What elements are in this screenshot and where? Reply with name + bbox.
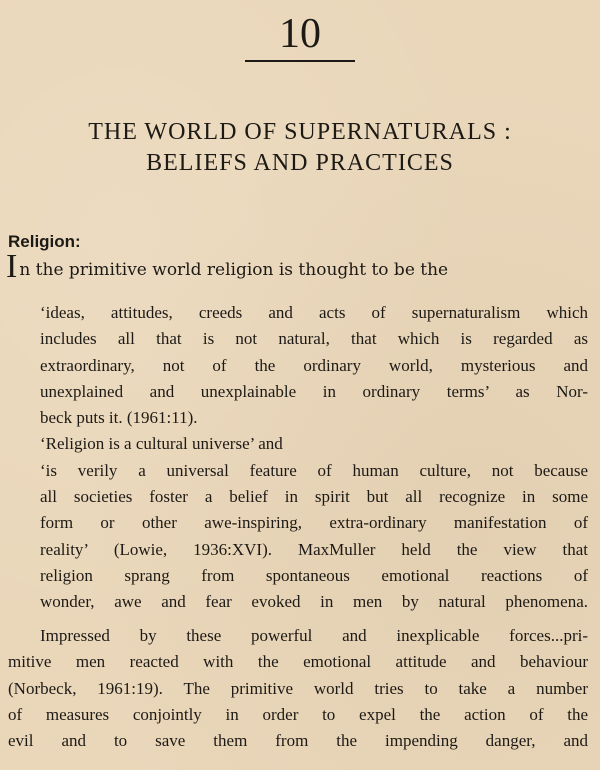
body-paragraph — [8, 623, 588, 754]
quote-line: ‘Religion is a cultural universe’ and — [40, 434, 283, 454]
quote-line: wonder, awe and fear evoked in men by natural phenomena. — [40, 592, 588, 612]
quote-line: religion sprang from spontaneous emotional reactions of — [40, 565, 588, 585]
chapter-title — [0, 117, 600, 179]
quote-line: form or other awe-inspiring, extra-ordinary manifestation of — [40, 513, 588, 533]
chapter-rule — [245, 60, 355, 62]
quote-line: ‘is verily a universal feature of human culture, not because — [40, 460, 588, 480]
quote-line: extraordinary, not of the ordinary world, mysterious and — [40, 355, 588, 375]
quote-line: includes all that is not natural, that which is regarded as — [40, 329, 588, 349]
drop-cap: I — [6, 248, 18, 285]
chapter-title-line-2: BELIEFS AND PRACTICES — [146, 150, 454, 176]
intro-text: n the primitive world religion is thought to be the — [19, 260, 449, 280]
quote-line: all societies foster a belief in spirit but all recognize in some — [40, 487, 588, 507]
chapter-number: 10 — [279, 11, 321, 57]
paragraph-line: evil and to save them from the impending danger, and — [8, 731, 588, 751]
quote-line: unexplained and unexplainable in ordinary terms’ as Nor- — [40, 381, 588, 401]
intro-line — [6, 248, 576, 292]
paragraph-line: mitive men reacted with the emotional attitude and behaviour — [8, 652, 588, 672]
paragraph-line: Impressed by these powerful and inexplicable forces...pri- — [40, 626, 588, 645]
quote-line: reality’ (Lowie, 1936:XVI). MaxMuller held the view that — [40, 539, 588, 559]
quote-block — [40, 300, 588, 616]
paragraph-line: of measures conjointly in order to expel the action of the — [8, 704, 588, 724]
paragraph-line: (Norbeck, 1961:19). The primitive world tries to take a number — [8, 678, 588, 698]
quote-line: ‘ideas, attitudes, creeds and acts of supernaturalism which — [40, 303, 588, 322]
quote-line: beck puts it. (1961:11). — [40, 408, 198, 428]
chapter-title-line-1: THE WORLD OF SUPERNATURALS : — [88, 119, 512, 145]
section-heading: Religion: — [8, 232, 81, 251]
